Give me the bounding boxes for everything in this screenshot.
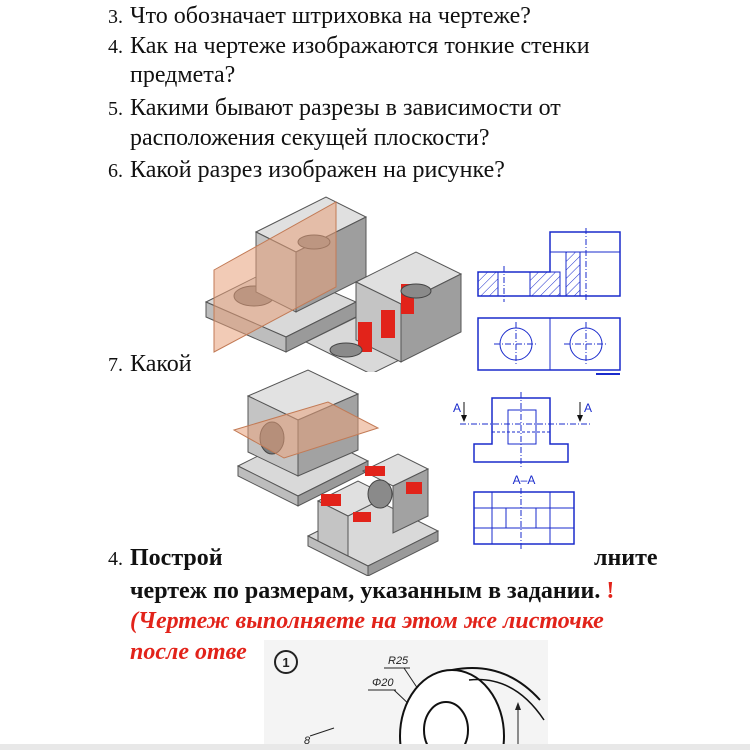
task-4-line1-left: 4. Построй <box>108 545 223 571</box>
question-7: 7. Какой <box>108 351 192 377</box>
section-label-aa: A–A <box>512 473 536 487</box>
task-drawing <box>264 640 548 744</box>
figure-horizontal-section-views <box>450 392 600 552</box>
task-4-line4: после отве <box>130 639 247 665</box>
task-4-line2: чертеж по размерам, указанным в задании. ! <box>130 578 615 604</box>
section-label-a-right: A <box>584 401 593 415</box>
drawing-number: 1 <box>282 655 290 670</box>
figure-profile-section-3d <box>196 192 476 372</box>
question-3: 3. Что обозначает штриховка на чертеже? <box>108 3 531 29</box>
question-5-continued: расположения секущей плоскости? <box>130 125 490 151</box>
svg-text:8: 8 <box>304 735 311 744</box>
question-4: 4. Как на чертеже изображаются тонкие стенки <box>108 33 590 59</box>
question-4-continued: предмета? <box>130 62 236 88</box>
question-5: 5. Какими бывают разрезы в зависимости от <box>108 95 561 121</box>
figure-profile-section-views <box>474 226 626 382</box>
task-4-line1-right: лните <box>594 545 658 571</box>
radius-label: R25 <box>388 655 409 667</box>
section-label-a-left: A <box>453 401 462 415</box>
bottom-edge <box>0 744 750 750</box>
question-6: 6. Какой разрез изображен на рисунке? <box>108 157 505 183</box>
diameter-label: Φ20 <box>372 677 394 689</box>
task-4-line3: (Чертеж выполняете на этом же листочке <box>130 608 604 634</box>
figure-horizontal-section-3d <box>228 366 448 576</box>
